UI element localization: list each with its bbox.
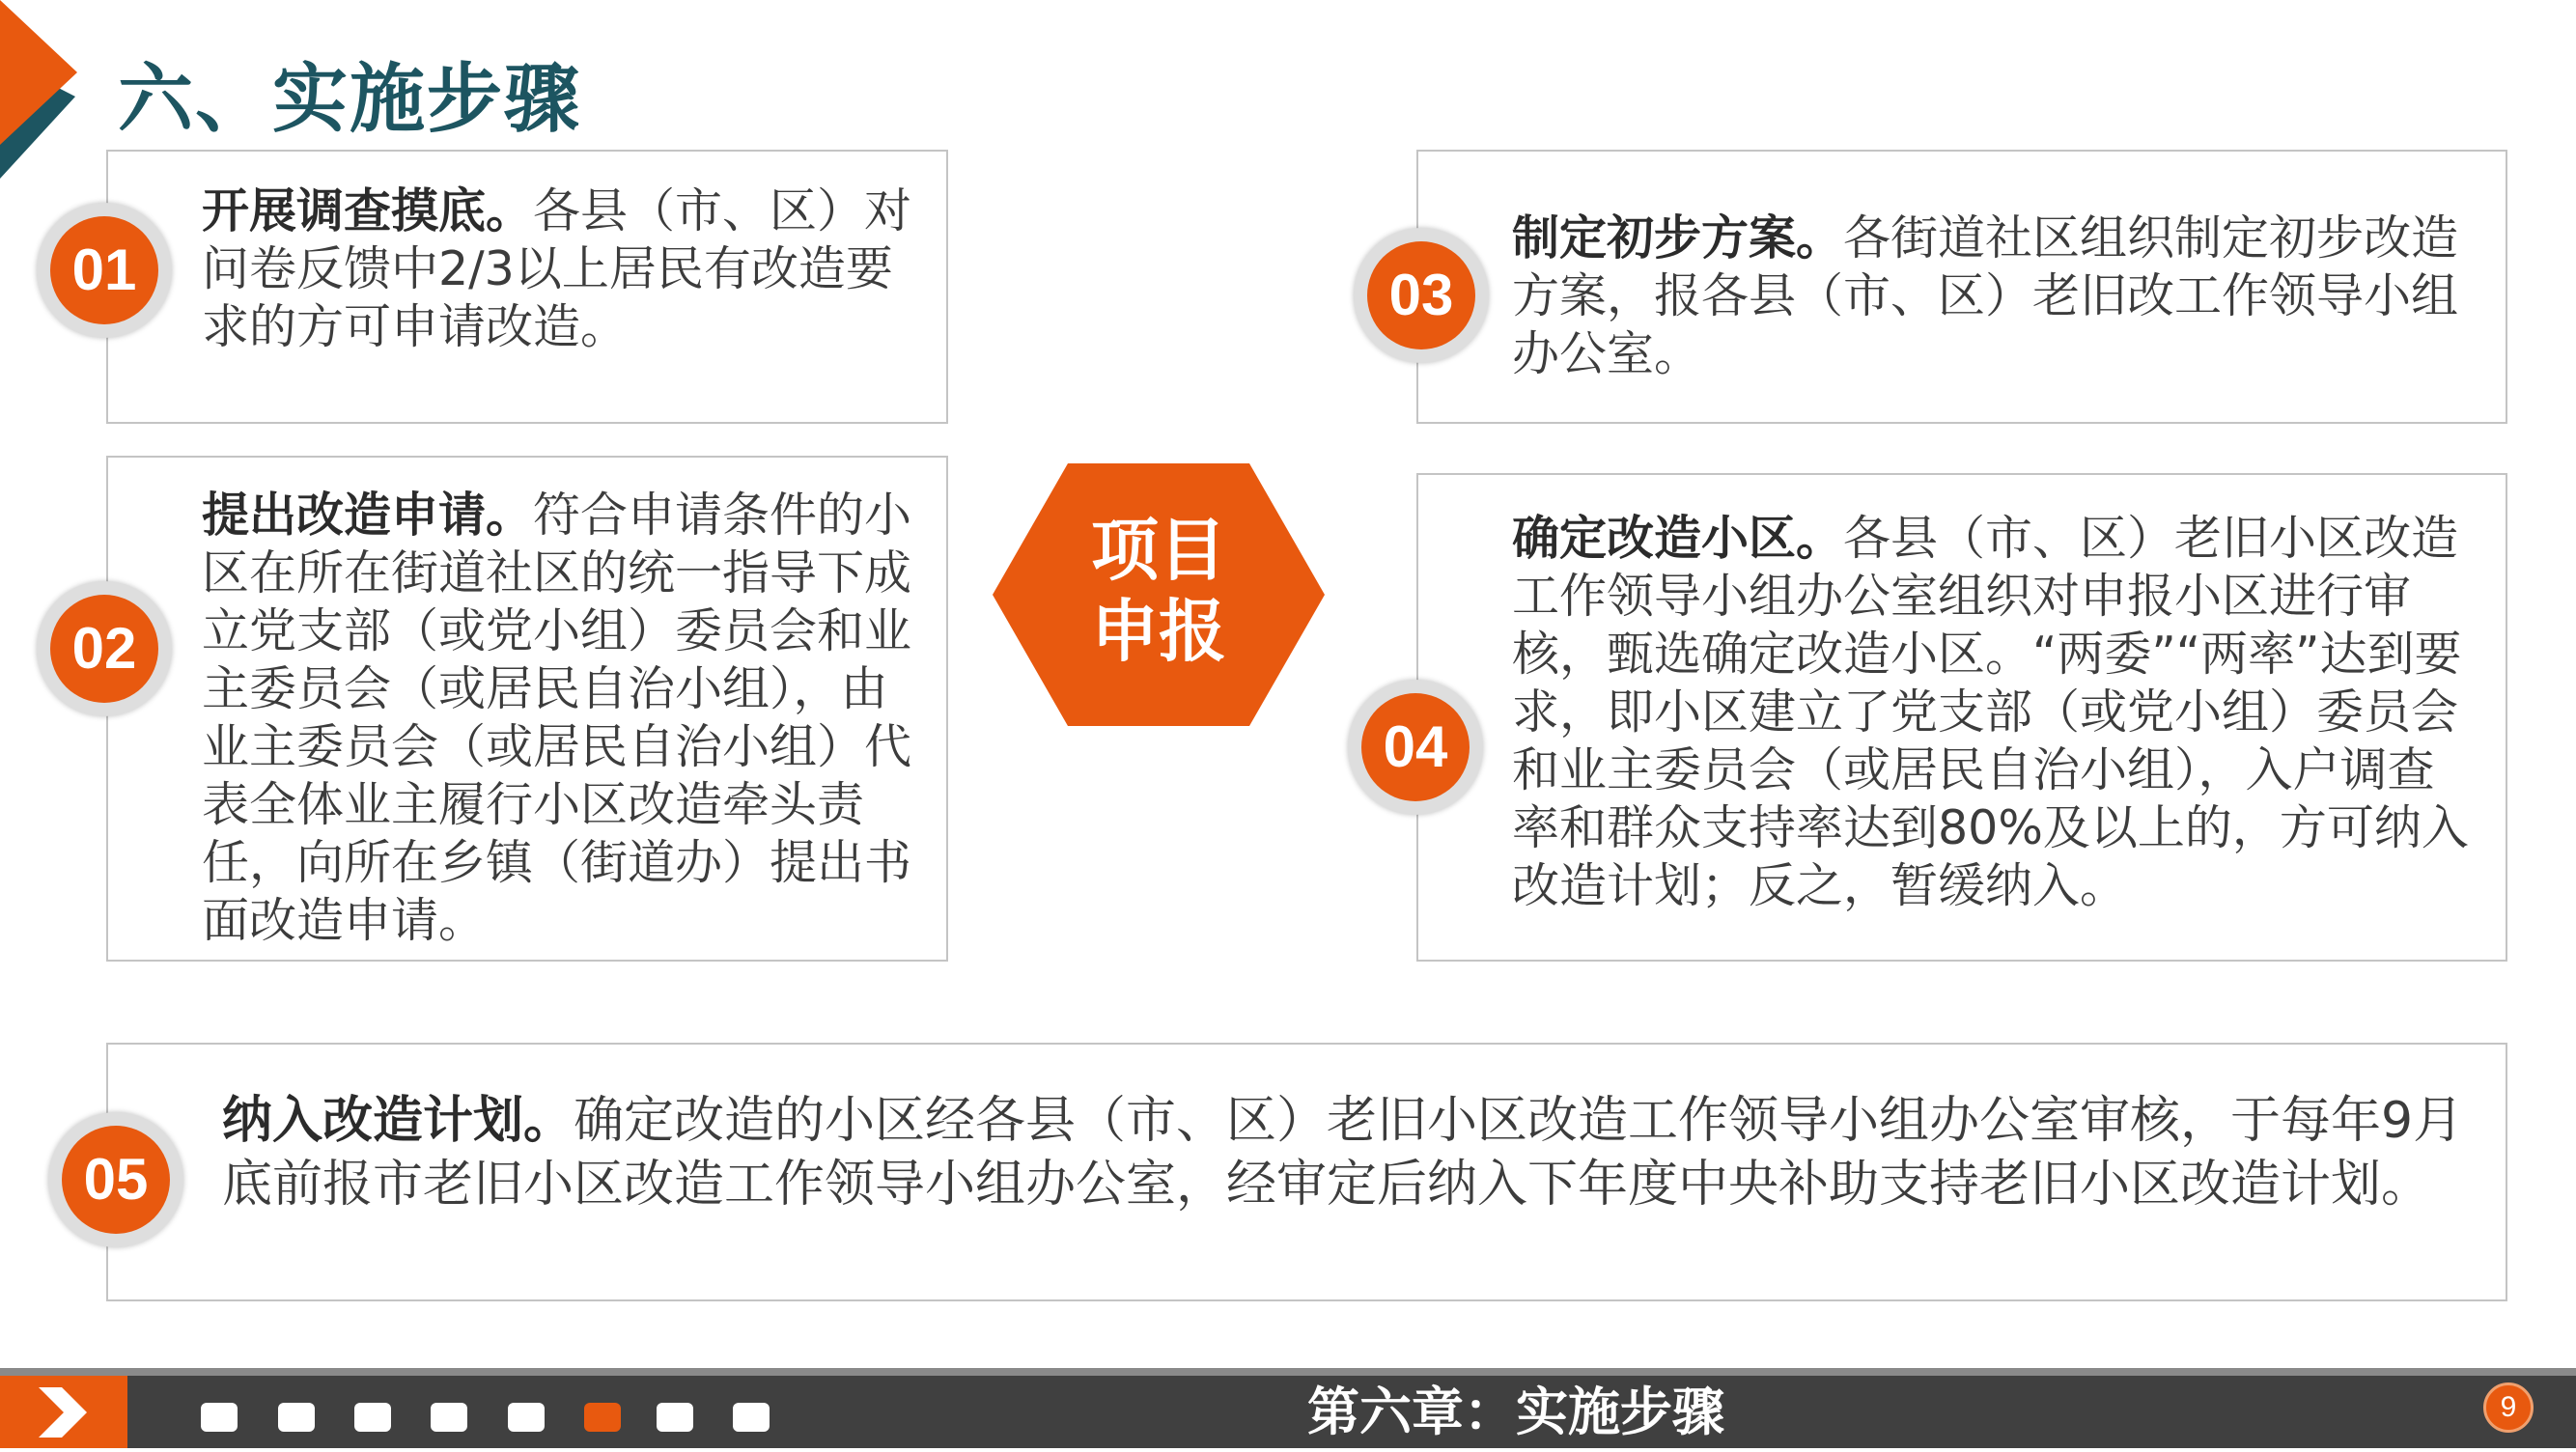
chevron-right-icon	[0, 1376, 127, 1448]
center-badge-label	[993, 510, 1325, 672]
step-number-badge	[48, 1112, 183, 1247]
nav-dot-5[interactable]	[508, 1403, 545, 1432]
step-text	[202, 487, 916, 950]
step-card-03	[1416, 150, 2507, 424]
step-number: 04	[1361, 693, 1470, 801]
step-body: 各街道社区组织制定初步改造方案，报各县（市、区）老旧改工作领导小组办公室。	[1512, 210, 2459, 381]
page-number: 9	[2483, 1382, 2534, 1433]
step-card-05	[106, 1043, 2507, 1301]
step-text	[202, 182, 916, 356]
step-body: 各县（市、区）对问卷反馈中2/3以上居民有改造要求的方可申请改造。	[202, 183, 912, 354]
step-number-badge	[1348, 680, 1483, 815]
step-number: 02	[50, 595, 158, 703]
step-card-04	[1416, 473, 2507, 962]
step-text	[1512, 209, 2478, 383]
footer-arrow-box[interactable]	[0, 1376, 127, 1448]
step-body: 确定改造的小区经各县（市、区）老旧小区改造工作领导小组办公室审核，于每年9月底前报市老旧小区改造工作领导小组办公室，经审定后纳入下年度中央补助支持老旧小区改造计划。	[222, 1092, 2464, 1214]
nav-dot-6-active[interactable]	[584, 1403, 621, 1432]
nav-dot-8[interactable]	[733, 1403, 770, 1432]
step-card-01	[106, 150, 948, 424]
center-badge-line2: 申报	[1091, 592, 1226, 671]
step-text	[222, 1089, 2472, 1216]
step-heading: 纳入改造计划。	[222, 1092, 574, 1150]
corner-decoration	[0, 0, 87, 183]
step-heading: 制定初步方案。	[1512, 210, 1844, 265]
step-text	[1512, 510, 2478, 915]
nav-dot-4[interactable]	[431, 1403, 467, 1432]
nav-dot-2[interactable]	[278, 1403, 315, 1432]
step-number-badge	[37, 203, 172, 338]
page-title: 六、实施步骤	[118, 56, 582, 143]
nav-dot-3[interactable]	[354, 1403, 391, 1432]
step-number-badge	[1354, 228, 1489, 363]
nav-dot-1[interactable]	[201, 1403, 238, 1432]
step-card-02	[106, 456, 948, 962]
step-number: 01	[50, 216, 158, 324]
center-badge-line1: 项目	[1091, 511, 1226, 590]
step-heading: 开展调查摸底。	[202, 183, 534, 238]
step-body: 各县（市、区）老旧小区改造工作领导小组办公室组织对申报小区进行审核，甄选确定改造小区。“两委”“两率”达到要求，即小区建立了党支部（或党小组）委员会和业主委员会（或居民自治小组），入户调查率和群众支持率达到80%及以上的，方可纳入改造计划；反之，暂缓纳入。	[1512, 511, 2469, 913]
footer-chapter-title: 第六章：实施步骤	[1307, 1382, 1724, 1442]
nav-dot-7[interactable]	[657, 1403, 693, 1432]
step-heading: 提出改造申请。	[202, 488, 534, 543]
step-number: 05	[62, 1126, 170, 1234]
step-number: 03	[1367, 241, 1475, 349]
footer-top-line	[0, 1368, 2576, 1376]
step-body: 符合申请条件的小区在所在街道社区的统一指导下成立党支部（或党小组）委员会和业主委员会（或居民自治小组），由业主委员会（或居民自治小组）代表全体业主履行小区改造牵头责任，向所在乡镇（街道办）提出书面改造申请。	[202, 488, 912, 948]
step-number-badge	[37, 581, 172, 716]
step-heading: 确定改造小区。	[1512, 511, 1844, 566]
